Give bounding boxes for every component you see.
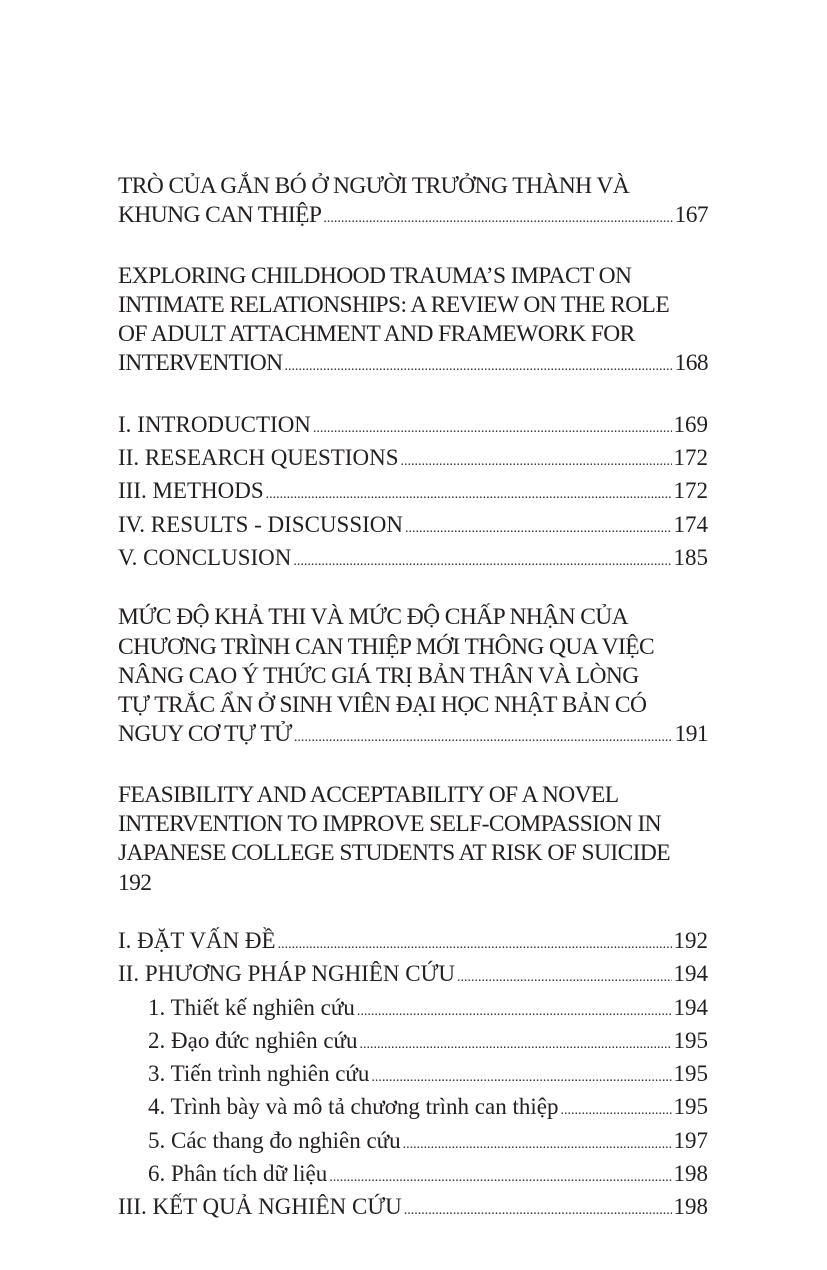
leader-dots <box>404 1196 672 1225</box>
entry-label: 1. Thiết kế nghiên cứu <box>148 994 355 1020</box>
leader-dots <box>266 480 672 509</box>
toc-entry[interactable] <box>118 926 708 959</box>
leader-dots <box>403 1130 672 1159</box>
toc-entry[interactable] <box>118 1159 708 1192</box>
entry-label: IV. RESULTS - DISCUSSION <box>118 511 404 537</box>
leader-dots <box>457 963 671 992</box>
entry-label: 5. Các thang đo nghiên cứu <box>148 1127 401 1153</box>
page-number: 191 <box>674 721 708 748</box>
leader-dots <box>285 352 673 381</box>
section-title-line: NGUY CƠ TỰ TỬ <box>118 721 292 748</box>
section-title-line: INTIMATE RELATIONSHIPS: A REVIEW ON THE ROLE <box>118 291 670 318</box>
toc-entry[interactable] <box>118 201 708 233</box>
leader-dots <box>400 447 671 476</box>
page-number: 198 <box>673 1161 708 1187</box>
leader-dots <box>313 414 672 443</box>
section-title-line: TRÒ CỦA GẮN BÓ Ở NGƯỜI TRƯỞNG THÀNH VÀ <box>118 173 630 199</box>
page-number: 195 <box>673 1027 708 1053</box>
toc-entry[interactable] <box>118 1026 708 1059</box>
toc-entry[interactable] <box>118 993 708 1026</box>
toc-section-childhood-trauma <box>118 262 708 382</box>
entry-label: II. PHƯƠNG PHÁP NGHIÊN CỨU <box>118 961 456 987</box>
entry-label: I. ĐẶT VẤN ĐỀ <box>118 927 276 953</box>
section-title-line: CHƯƠNG TRÌNH CAN THIỆP MỚI THÔNG QUA VIỆC <box>118 633 655 660</box>
section-title-line: FEASIBILITY AND ACCEPTABILITY OF A NOVEL <box>118 781 619 808</box>
page-number: 195 <box>673 1061 708 1087</box>
toc-entry[interactable] <box>118 543 708 576</box>
section-title-line: NÂNG CAO Ý THỨC GIÁ TRỊ BẢN THÂN VÀ LÒNG <box>118 662 639 689</box>
page-number: 172 <box>673 445 708 471</box>
page-number: 168 <box>674 350 708 377</box>
entry-label: 2. Đạo đức nghiên cứu <box>148 1027 358 1053</box>
toc-entry[interactable] <box>118 510 708 543</box>
page-number: 172 <box>673 478 708 504</box>
entry-label: 4. Trình bày và mô tả chương trình can thiệp <box>148 1094 559 1120</box>
leader-dots <box>323 204 672 233</box>
toc-entry[interactable] <box>118 959 708 992</box>
toc-entry[interactable] <box>118 1092 708 1125</box>
toc-entry[interactable] <box>118 443 708 476</box>
page-number: 167 <box>674 202 708 229</box>
toc-section-attachment-vi <box>118 172 708 234</box>
section-title-line: JAPANESE COLLEGE STUDENTS AT RISK OF SUICIDE 192 <box>118 840 671 896</box>
table-of-contents <box>118 172 708 1226</box>
page-number: 197 <box>673 1127 708 1153</box>
page-number: 174 <box>673 511 708 537</box>
page-number: 169 <box>673 411 708 437</box>
leader-dots <box>293 547 671 576</box>
entry-label: III. KẾT QUẢ NGHIÊN CỨU <box>118 1194 402 1220</box>
leader-dots <box>357 997 672 1026</box>
toc-section-feasibility-en[interactable] <box>118 781 708 898</box>
toc-entry[interactable] <box>118 410 708 443</box>
entry-label: III. METHODS <box>118 478 264 504</box>
leader-dots <box>560 1096 671 1125</box>
section-title-line: TỰ TRẮC ẨN Ở SINH VIÊN ĐẠI HỌC NHẬT BẢN CÓ <box>118 692 647 719</box>
leader-dots <box>405 514 671 543</box>
entry-label: V. CONCLUSION <box>118 544 292 570</box>
section-title-line: KHUNG CAN THIỆP <box>118 202 322 229</box>
toc-subsections-1 <box>118 410 708 576</box>
toc-entry[interactable] <box>118 349 708 381</box>
leader-dots <box>329 1163 671 1192</box>
toc-entry[interactable] <box>118 720 708 752</box>
toc-entry[interactable] <box>118 1192 708 1225</box>
leader-dots <box>294 723 673 752</box>
entry-label: 6. Phân tích dữ liệu <box>148 1161 328 1187</box>
section-title-line: OF ADULT ATTACHMENT AND FRAMEWORK FOR <box>118 321 635 348</box>
section-title-line: MỨC ĐỘ KHẢ THI VÀ MỨC ĐỘ CHẤP NHẬN CỦA <box>118 604 629 631</box>
entry-label: 3. Tiến trình nghiên cứu <box>148 1061 370 1087</box>
leader-dots <box>278 930 672 959</box>
leader-dots <box>360 1030 672 1059</box>
section-title-line: INTERVENTION <box>118 350 283 377</box>
page-number: 192 <box>673 927 708 953</box>
page-number: 194 <box>673 961 708 987</box>
page-number: 198 <box>673 1194 708 1220</box>
entry-label: I. INTRODUCTION <box>118 411 311 437</box>
page-number: 185 <box>673 544 708 570</box>
toc-entry[interactable] <box>118 1059 708 1092</box>
section-title-line: INTERVENTION TO IMPROVE SELF-COMPASSION IN <box>118 811 662 838</box>
toc-subsections-2 <box>118 926 708 1226</box>
leader-dots <box>371 1063 671 1092</box>
section-title-line: EXPLORING CHILDHOOD TRAUMA’S IMPACT ON <box>118 262 632 289</box>
entry-label: II. RESEARCH QUESTIONS <box>118 445 399 471</box>
page-number: 195 <box>673 1094 708 1120</box>
page-number: 194 <box>673 994 708 1020</box>
toc-section-feasibility-vi <box>118 603 708 752</box>
toc-entry[interactable] <box>118 476 708 509</box>
toc-entry[interactable] <box>118 1126 708 1159</box>
